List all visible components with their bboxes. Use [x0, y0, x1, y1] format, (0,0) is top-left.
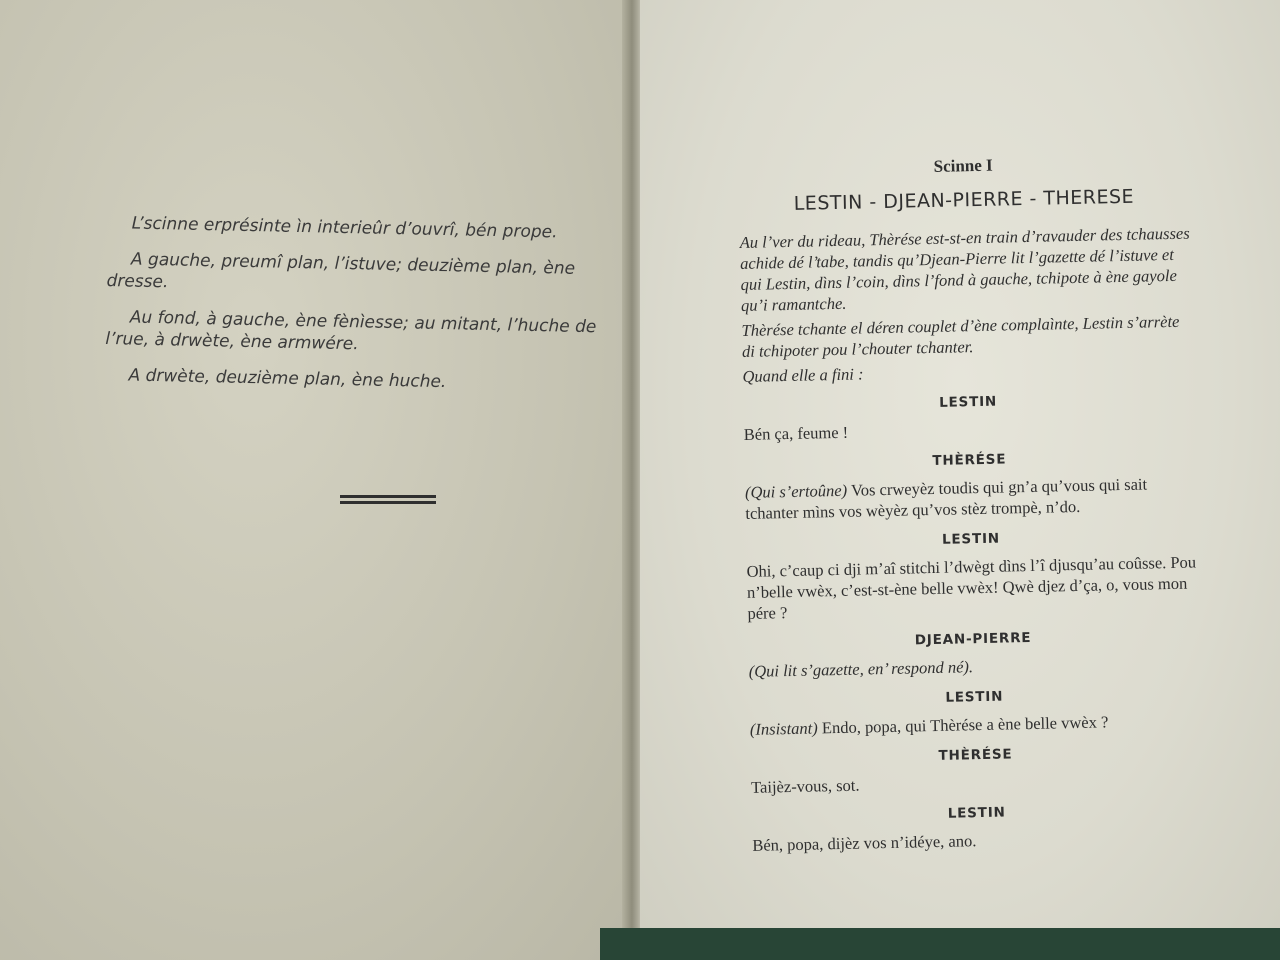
aside: (Insistant) — [749, 718, 818, 739]
scene-title: Scinne I — [933, 155, 993, 176]
scene-text — [738, 151, 1203, 860]
intro-direction: Quand elle a fini : — [742, 364, 864, 386]
dialogue-line — [750, 709, 1200, 739]
rule-line — [340, 495, 436, 498]
rule-line — [340, 501, 436, 504]
speaker-name: THÈRÉSE — [938, 746, 1013, 764]
aside: (Qui lit s’gazette, en’ respond né). — [748, 657, 974, 681]
dialogue-line — [744, 415, 1194, 445]
dialogue-line — [752, 825, 1202, 855]
intro-direction: Thèrése tchante el déren couplet d’ène complaìnte, Lestin s’arrète di tchipoter pou l’chouter tchanter. — [741, 311, 1180, 361]
speaker-name: THÈRÉSE — [932, 451, 1007, 469]
speaker-name: DJEAN-PIERRE — [914, 629, 1032, 649]
speaker-name: LESTIN — [947, 804, 1006, 822]
stage-direction: Au fond, à gauche, ène fènìesse; au mitant, l’huche de l’rue, à drwète, ène armwére. — [105, 307, 597, 355]
intro-direction: Au l’ver du rideau, Thèrése est-st-en train d’ravauder des tchausses achide dé l’tabe, tandis qu’Djean-Pierre lit l’gazette dé l’istuve et qui Lestin, dìns l’coin, dìns l’fond à gauche, tchipote à ène gayole qu’i ramantche. — [739, 223, 1190, 315]
speech: Taijèz-vous, sot. — [750, 775, 860, 797]
aside: (Qui s’ertoûne) — [744, 480, 848, 502]
left-page — [0, 0, 632, 960]
dialogue-line — [745, 473, 1196, 524]
stage-directions — [104, 212, 608, 410]
speech: Endo, popa, qui Thèrése a ène belle vwèx ? — [817, 712, 1109, 738]
speech: Bén, popa, dijèz vos n’idéye, ano. — [752, 831, 977, 855]
dialogue-line — [751, 767, 1201, 797]
speech: Bén ça, feume ! — [743, 422, 849, 444]
stage-direction: L’scinne erprésinte ìn interieûr d’ouvrî, bén prope. — [131, 213, 558, 243]
speaker-name: LESTIN — [945, 688, 1004, 706]
scene-characters: LESTIN - DJEAN-PIERRE - THERESE — [793, 185, 1135, 215]
dialogue-line — [746, 551, 1197, 623]
stage-direction: A drwète, deuzième plan, ène huche. — [128, 365, 447, 393]
speaker-name: LESTIN — [939, 393, 998, 411]
speech: Ohi, c’caup ci dji m’aî stitchi l’dwègt dìns l’î djusqu’au coûsse. Pou n’belle vwèx, c’est-st-ène belle vwèx! Qwè djez d’ça, o, vous mon pére ? — [746, 552, 1197, 623]
stage-direction: A gauche, preumî plan, l’istuve; deuzième plan, ène dresse. — [106, 249, 576, 293]
double-rule-divider — [340, 495, 436, 507]
speech: Vos crweyèz toudis qui gn’a qu’vous qui sait tchanter mìns vos wèyèz qu’vos stèz trompè, n’do. — [745, 474, 1148, 523]
cover-edge — [600, 928, 1280, 960]
dialogue-line — [748, 651, 1198, 681]
speaker-name: LESTIN — [941, 530, 1001, 548]
